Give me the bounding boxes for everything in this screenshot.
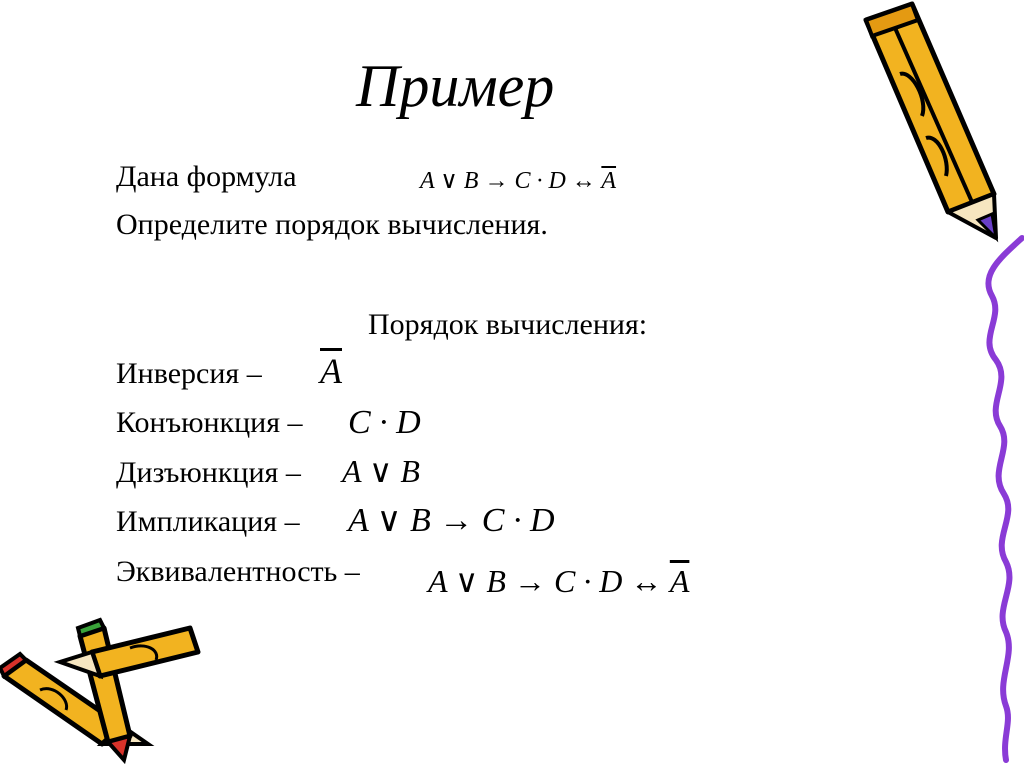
step-implication-label: Импликация – bbox=[116, 505, 300, 538]
step-disjunction-label: Дизъюнкция – bbox=[116, 456, 301, 489]
step-conjunction-label: Конъюнкция – bbox=[116, 406, 303, 439]
task-text: Определите порядок вычисления. bbox=[116, 208, 548, 241]
crossed-pencils-icon bbox=[0, 620, 198, 760]
step-inversion-expr: $\overline{A}$ bbox=[320, 351, 342, 391]
given-formula-expr: A ∨ B → C · D ↔ bbox=[420, 168, 602, 194]
pencil-icon bbox=[866, 4, 996, 238]
given-label: Дана формула bbox=[116, 160, 297, 193]
step-disjunction-expr: A ∨ B bbox=[342, 453, 420, 489]
step-conjunction-expr: C · D bbox=[348, 404, 421, 441]
step-equivalence-negated: $\overline{A}$ bbox=[669, 563, 690, 599]
step-equivalence-prefix: A ∨ B → C · D ↔ bbox=[428, 563, 670, 599]
slide-title: Пример bbox=[356, 53, 555, 119]
given-formula-negated: $\overline{A}$ bbox=[601, 168, 617, 194]
step-implication-expr: A ∨ B → C · D bbox=[348, 502, 555, 539]
step-equivalence-label: Эквивалентность – bbox=[116, 555, 360, 588]
step-inversion-label: Инверсия – bbox=[116, 357, 262, 390]
wavy-border-line bbox=[988, 238, 1022, 760]
order-heading: Порядок вычисления: bbox=[368, 308, 648, 341]
